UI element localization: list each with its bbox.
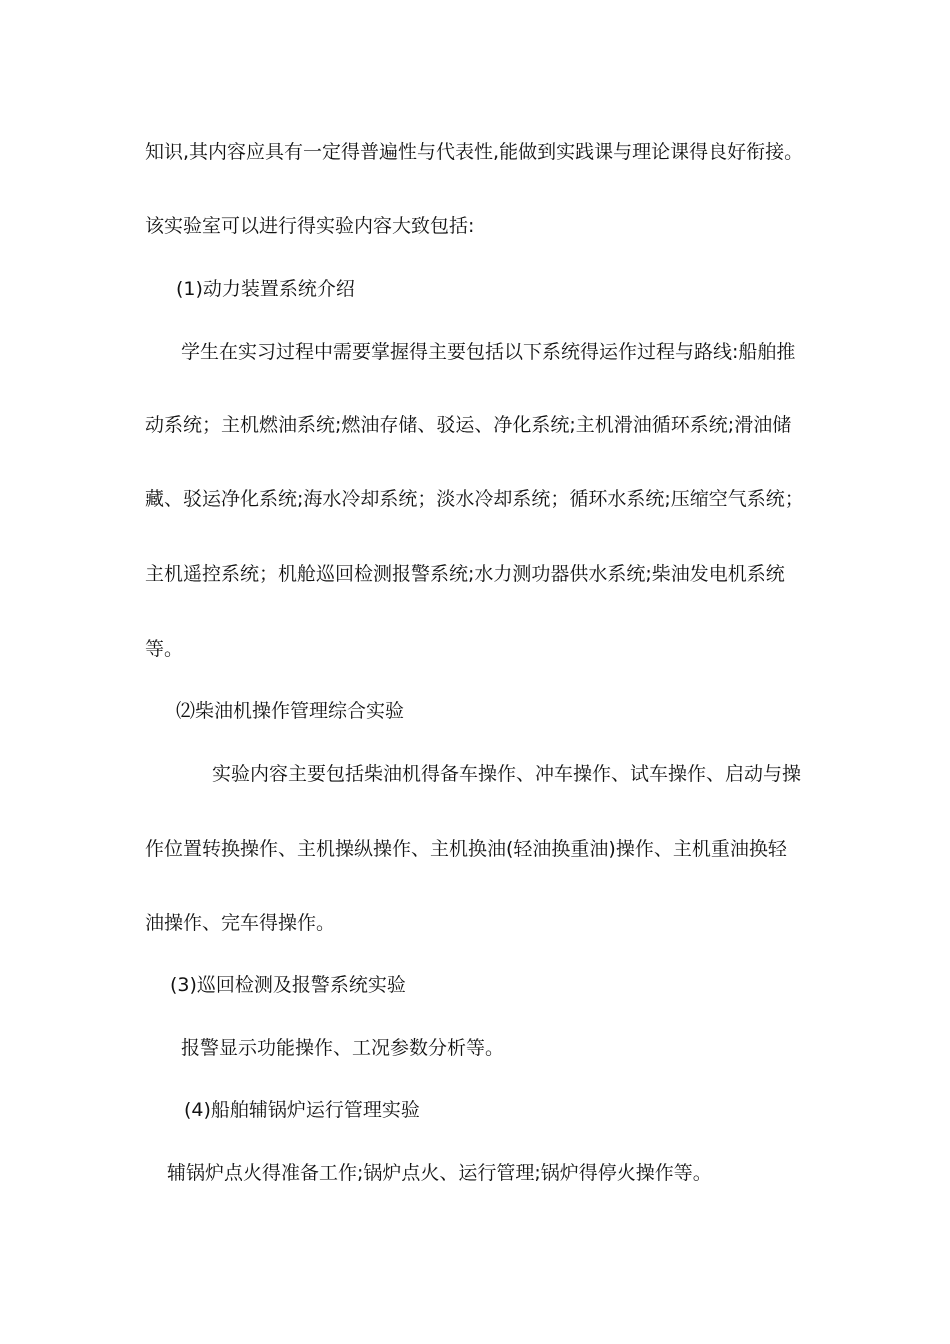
paragraph-line: 主机遥控系统；机舱巡回检测报警系统;水力测功器供水系统;柴油发电机系统 — [145, 563, 785, 585]
paragraph-line: 知识,其内容应具有一定得普遍性与代表性,能做到实践课与理论课得良好衔接。 — [145, 141, 804, 163]
paragraph-line: 报警显示功能操作、工况参数分析等。 — [181, 1037, 505, 1059]
section-heading: ⑵柴油机操作管理综合实验 — [176, 700, 405, 722]
paragraph-line: 等。 — [145, 638, 184, 660]
paragraph-line: 实验内容主要包括柴油机得备车操作、冲车操作、试车操作、启动与操 — [212, 763, 802, 785]
section-heading: (1)动力装置系统介绍 — [176, 278, 355, 300]
paragraph-line: 藏、驳运净化系统;海水冷却系统；淡水冷却系统；循环水系统;压缩空气系统； — [145, 488, 804, 510]
paragraph-line: 该实验室可以进行得实验内容大致包括: — [145, 215, 475, 237]
paragraph-line: 动系统；主机燃油系统;燃油存储、驳运、净化系统;主机滑油循环系统;滑油储 — [145, 414, 792, 436]
paragraph-line: 油操作、完车得操作。 — [145, 912, 336, 934]
section-heading: (3)巡回检测及报警系统实验 — [170, 974, 406, 996]
paragraph-line: 辅锅炉点火得准备工作;锅炉点火、运行管理;锅炉得停火操作等。 — [167, 1162, 712, 1184]
section-heading: (4)船舶辅锅炉运行管理实验 — [184, 1099, 420, 1121]
paragraph-line: 学生在实习过程中需要掌握得主要包括以下系统得运作过程与路线:船舶推 — [181, 341, 796, 363]
paragraph-line: 作位置转换操作、主机操纵操作、主机换油(轻油换重油)操作、主机重油换轻 — [145, 838, 787, 860]
